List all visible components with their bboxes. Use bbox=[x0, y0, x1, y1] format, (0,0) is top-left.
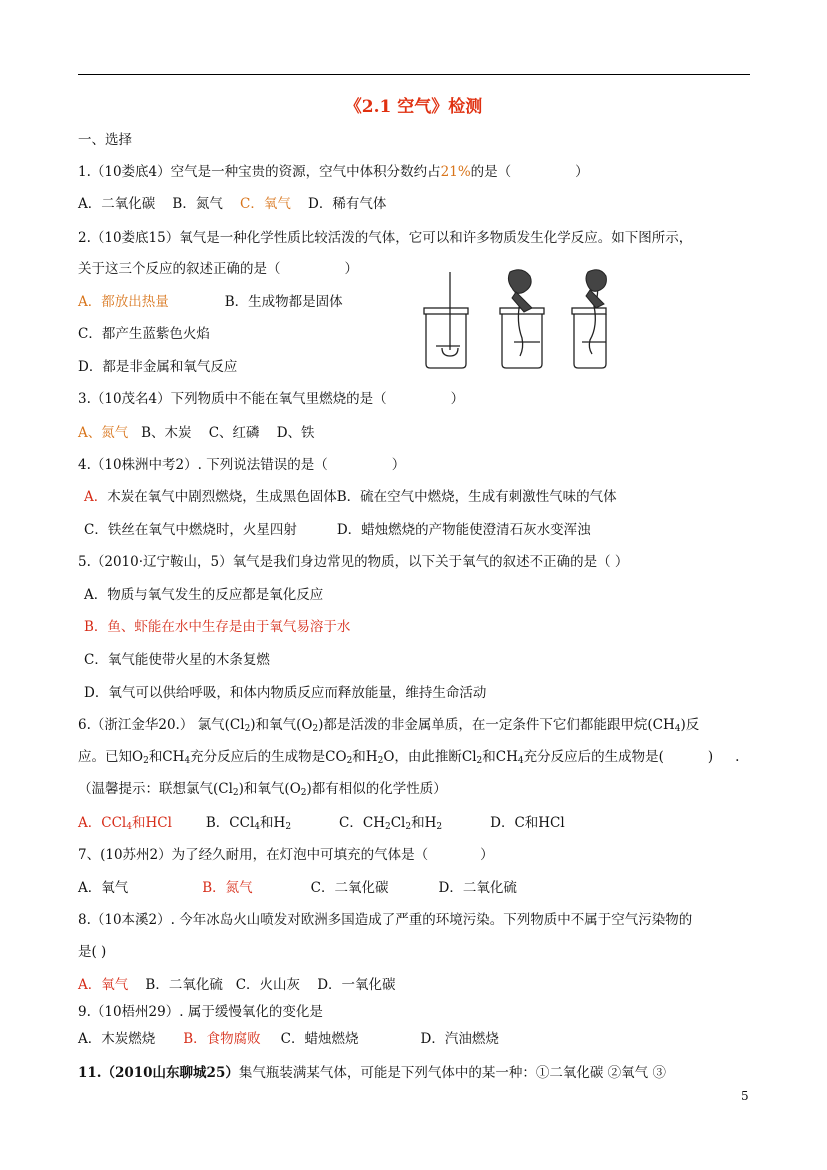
q2-answer: A．都放出热量 bbox=[78, 294, 169, 310]
q5-option-d: D．氧气可以供给呼吸，和体内物质反应而释放能量，维持生命活动 bbox=[84, 685, 487, 701]
q6-stem-line2: 应。已知$O_2$和$CH_4$充分反应后的生成物是$CO_2$和$H_2O$，由此推断$Cl_2$和$CH_4$充分反应后的生成物是( ) . bbox=[78, 749, 740, 766]
q2-stem-line1: 2.（10娄底15）氧气是一种化学性质比较活泼的气体，它可以和许多物质发生化学反应。如下图所示， bbox=[78, 230, 693, 246]
q6-stem-line1: 6.（浙江金华20.） 氯气$(Cl_2)$和氧气$(O_2)$都是活泼的非金属单质，在一定条件下它们都能跟甲烷$(CH_4)$反 bbox=[78, 717, 700, 734]
q5-option-a: A．物质与氧气发生的反应都是氧化反应 bbox=[84, 587, 324, 603]
page-number: 5 bbox=[741, 1089, 749, 1103]
q6-hint: （温馨提示：联想氯气$(Cl_2)$和氧气$(O_2)$都有相似的化学性质） bbox=[78, 781, 447, 798]
q5-answer: B．鱼、虾能在水中生存是由于氧气易溶于水 bbox=[84, 619, 351, 635]
q1-options: A．二氧化碳 B．氮气 C．氧气 D．稀有气体 bbox=[78, 196, 387, 212]
jar2-flame bbox=[508, 270, 531, 294]
q4-options-ab: A．木炭在氧气中剧烈燃烧，生成黑色固体B．硫在空气中燃烧，生成有刺激性气味的气体 bbox=[84, 489, 617, 505]
q4-options-cd: C．铁丝在氧气中燃烧时，火星四射 D．蜡烛燃烧的产物能使澄清石灰水变浑浊 bbox=[84, 522, 591, 538]
jar3-flame bbox=[586, 270, 606, 292]
jar3-holder bbox=[586, 290, 604, 308]
jar1-body bbox=[426, 314, 466, 368]
q8-answer: A．氧气 bbox=[78, 977, 129, 993]
q9-stem: 9.（10梧州29）. 属于缓慢氧化的变化是 bbox=[78, 1004, 323, 1020]
q3-answer: A、氮气 bbox=[78, 425, 129, 441]
header-rule bbox=[78, 74, 750, 75]
q5-stem: 5.（2010·辽宁鞍山，5）氧气是我们身边常见的物质，以下关于氧气的叙述不正确的是（ ） bbox=[78, 554, 629, 570]
jar1-neck bbox=[424, 308, 468, 314]
q9-options: A．木炭燃烧 B．食物腐败 C．蜡烛燃烧 D．汽油燃烧 bbox=[78, 1031, 499, 1047]
q5-option-c: C．氧气能使带火星的木条复燃 bbox=[84, 652, 270, 668]
q8-stem-line2: 是( ) bbox=[78, 944, 107, 960]
q2-option-c: C．都产生蓝紫色火焰 bbox=[78, 326, 210, 342]
q9-answer: B．食物腐败 bbox=[183, 1031, 261, 1047]
q2-options-ab: A．都放出热量 B．生成物都是固体 bbox=[78, 294, 343, 310]
q3-stem: 3.（10茂名4）下列物质中不能在氧气里燃烧的是（ ） bbox=[78, 391, 465, 407]
q4-stem: 4.（10株洲中考2）. 下列说法错误的是（ ） bbox=[78, 457, 406, 473]
q7-stem: 7、(10苏州2）为了经久耐用，在灯泡中可填充的气体是（ ） bbox=[78, 847, 494, 863]
q8-stem-line1: 8.（10本溪2）. 今年冰岛火山喷发对欧洲多国造成了严重的环境污染。下列物质中不属于空气污染物的 bbox=[78, 912, 693, 928]
page-title: 《2.1 空气》检测 bbox=[344, 97, 483, 117]
q7-options: A．氧气 B．氮气 C．二氧化碳 D．二氧化硫 bbox=[78, 880, 517, 896]
q11-stem: 11.（2010山东聊城25）集气瓶装满某气体，可能是下列气体中的某一种：①二氧化碳 ②氧气 ③ bbox=[78, 1065, 666, 1081]
jar3-neck bbox=[572, 308, 606, 314]
q1-answer: C．氧气 bbox=[240, 196, 291, 212]
q6-answer: A．CCl$_4$和HCl bbox=[78, 815, 172, 832]
q7-answer: B．氮气 bbox=[202, 880, 253, 896]
q2-option-d: D．都是非金属和氧气反应 bbox=[78, 359, 238, 375]
q8-options: A．氧气 B．二氧化硫 C．火山灰 D．一氧化碳 bbox=[78, 977, 396, 993]
q2-stem-line2: 关于这三个反应的叙述正确的是（ ） bbox=[78, 261, 358, 277]
combustion-jars-figure bbox=[420, 268, 610, 374]
q1-stem: 1.（10娄底4）空气是一种宝贵的资源，空气中体积分数约占21%的是（ ） bbox=[78, 164, 589, 180]
q4-answer: A． bbox=[84, 489, 108, 505]
q3-options: A、氮气 B、木炭 C、红磷 D、铁 bbox=[78, 425, 315, 441]
q6-options: A．CCl$_4$和HCl B．CCl$_4$和$H_2$ C．$CH_2Cl_2$和$H_2$ D．C和HCl bbox=[78, 815, 565, 832]
section-heading: 一、选择 bbox=[78, 132, 132, 148]
jar2-holder bbox=[512, 292, 532, 312]
